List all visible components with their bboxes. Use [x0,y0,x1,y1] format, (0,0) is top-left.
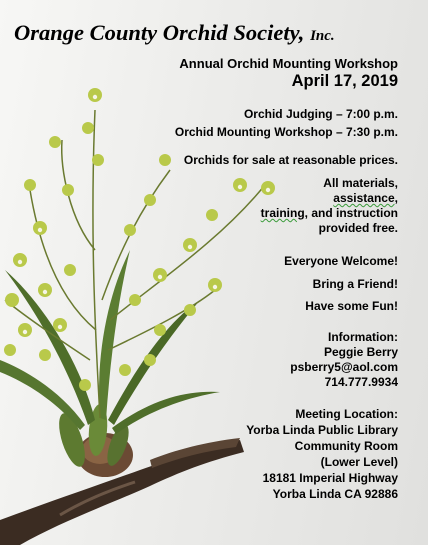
workshop-time: Orchid Mounting Workshop – 7:30 p.m. [174,125,398,139]
judging-time: Orchid Judging – 7:00 p.m. [243,107,398,121]
organization-title [14,20,424,46]
org-suffix: Inc. [310,28,335,44]
contact-block [290,330,398,390]
location-block [246,406,398,502]
materials-line-3b: and instruction [308,206,398,220]
have-fun: Have some Fun! [305,299,398,313]
contact-name: Peggie Berry [323,345,398,359]
event-heading [179,55,398,90]
materials-line-3 [261,206,398,221]
location-line-1: Yorba Linda Public Library [246,423,398,437]
sale-text: Orchids for sale at reasonable prices. [183,153,398,167]
materials-line-3a: training, [260,206,308,220]
bring-friend: Bring a Friend! [312,277,398,291]
contact-email: psberry5@aol.com [290,360,398,374]
event-title: Annual Orchid Mounting Workshop [179,56,398,71]
location-label: Meeting Location: [295,407,398,421]
location-line-2: Community Room [294,439,398,453]
contact-label: Information: [328,330,398,344]
contact-phone: 714.777.9934 [324,375,398,389]
location-line-3: (Lower Level) [320,455,398,469]
schedule-block [175,105,398,141]
org-name: Orange County Orchid Society, [14,20,305,45]
location-line-5: Yorba Linda CA 92886 [272,487,398,501]
materials-block [261,176,398,236]
materials-line-2: assistance, [333,191,398,205]
everyone-welcome: Everyone Welcome! [284,254,398,268]
location-line-4: 18181 Imperial Highway [262,471,398,485]
event-date: April 17, 2019 [291,71,398,90]
materials-line-4: provided free. [318,221,398,235]
materials-line-1: All materials, [323,176,398,190]
